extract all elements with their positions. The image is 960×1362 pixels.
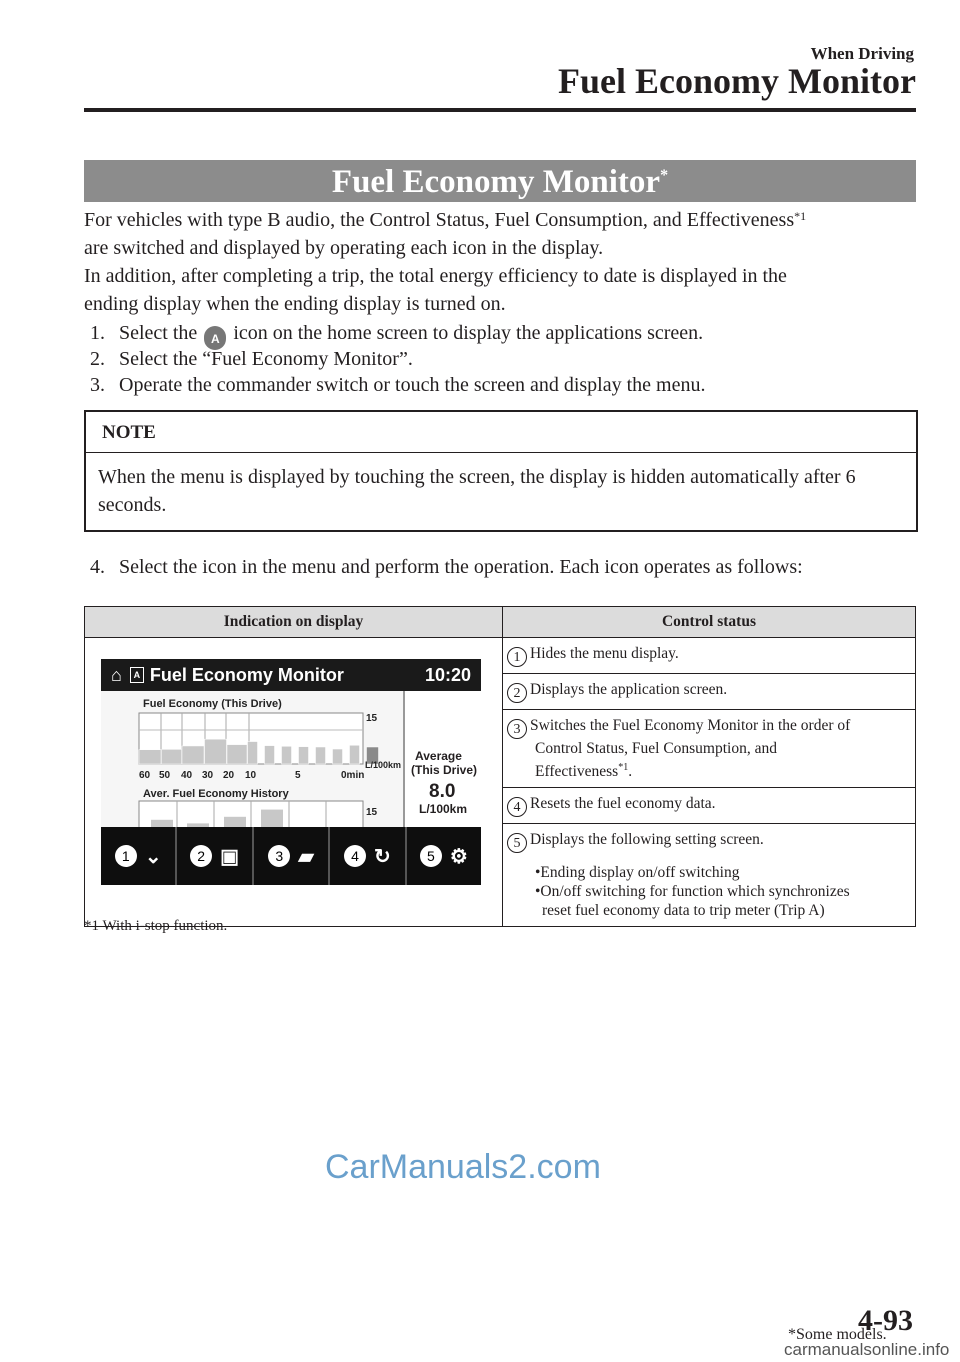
step-number: 3. <box>90 374 105 396</box>
step-4 <box>90 554 803 580</box>
some-models-note: *Some models. <box>788 1326 887 1343</box>
intro-text-2: are switched and displayed by operating each icon in the display. <box>84 237 604 259</box>
chart-bar <box>162 749 182 764</box>
history-bar <box>151 820 173 827</box>
note-box <box>84 410 918 532</box>
history-bar <box>261 810 283 827</box>
section-banner <box>84 160 916 202</box>
chart-bar <box>182 746 204 764</box>
intro-paragraph <box>84 206 916 318</box>
history-title: Aver. Fuel Economy History <box>143 788 289 800</box>
settings-button[interactable] <box>407 827 481 885</box>
table-row <box>503 788 916 824</box>
row-text: Hides the menu display. <box>530 645 679 662</box>
history-bar <box>224 817 246 827</box>
step-number: 2. <box>90 348 105 370</box>
step-3 <box>90 372 705 398</box>
applications-button[interactable] <box>177 827 253 885</box>
fuel-economy-chart <box>101 691 401 827</box>
banner-title: Fuel Economy Monitor <box>331 164 661 200</box>
chart-bar <box>265 746 275 764</box>
number-badge: 1 <box>507 647 527 667</box>
average-value: 8.0 <box>429 781 456 802</box>
fuel-monitor-screen <box>101 659 481 885</box>
step-number: 1. <box>90 322 105 344</box>
table-row <box>503 674 916 710</box>
intro-text-4: ending display when the ending display is turned on. <box>84 293 506 315</box>
intro-text-1: For vehicles with type B audio, the Control Status, Fuel Consumption, and Effectiveness <box>84 209 795 231</box>
watermark: CarManuals2.com <box>325 1148 601 1186</box>
step-text: Select the icon in the menu and perform the operation. Each icon operates as follows: <box>119 556 803 578</box>
table-row <box>503 824 916 927</box>
number-badge: 4 <box>507 797 527 817</box>
x-tick-label: 40 <box>181 770 193 781</box>
number-badge: 4 <box>344 845 366 867</box>
chevron-down-icon: ⌄ <box>144 845 162 868</box>
number-badge: 5 <box>507 833 527 853</box>
chart-area <box>101 691 401 827</box>
unit-label: L/100km <box>365 760 401 770</box>
number-badge: 3 <box>507 719 527 739</box>
step-text: icon on the home screen to display the applications screen. <box>233 322 704 344</box>
bullet-item: reset fuel economy data to trip meter (Trip A) <box>542 902 825 920</box>
home-icon: ⌂ <box>111 664 122 685</box>
row-text: . <box>628 763 633 781</box>
reset-button[interactable] <box>330 827 406 885</box>
applications-icon: A <box>204 326 226 350</box>
intro-text-3: In addition, after completing a trip, the total energy efficiency to date is displayed in the <box>84 265 787 287</box>
chart-bar <box>333 749 343 764</box>
average-label: Average <box>415 749 462 763</box>
step-2 <box>90 346 413 372</box>
step-text: Operate the commander switch or touch the screen and display the menu. <box>119 374 706 396</box>
switch-view-icon: ▰ <box>298 845 314 868</box>
number-badge: 5 <box>420 845 442 867</box>
chart-bar <box>139 750 161 764</box>
footnote-ref: *1 <box>794 209 807 223</box>
x-tick-label: 20 <box>223 770 235 781</box>
row-text: Displays the following setting screen. <box>530 831 764 849</box>
note-text: When the menu is displayed by touching the screen, the display is hidden automatically after 6 seconds. <box>98 466 856 516</box>
screen-title-bar <box>101 659 481 691</box>
step-text: Select the <box>119 322 198 344</box>
number-badge: 2 <box>190 845 212 867</box>
row-text: Resets the fuel economy data. <box>530 795 716 813</box>
step-number: 4. <box>90 556 105 578</box>
number-badge: 1 <box>115 845 137 867</box>
x-tick-label: 30 <box>202 770 214 781</box>
x-tick-label: 0min <box>341 770 365 781</box>
chart-bar <box>282 746 292 764</box>
row-text: Switches the Fuel Economy Monitor in the order of <box>530 717 851 734</box>
number-badge: 3 <box>268 845 290 867</box>
screen-menu-bar <box>101 827 481 885</box>
page-title: Fuel Economy Monitor <box>558 61 916 101</box>
chart-bar <box>227 745 247 764</box>
section-label: When Driving <box>810 44 914 63</box>
table-row <box>503 638 916 674</box>
x-tick-label: 5 <box>295 770 301 781</box>
column-header-status: Control status <box>503 607 916 638</box>
average-unit: L/100km <box>419 802 468 816</box>
row-text: Control Status, Fuel Consumption, and <box>535 740 777 757</box>
average-panel <box>403 691 483 827</box>
applications-icon: ▣ <box>220 845 240 868</box>
history-y-label: 15 <box>366 807 378 818</box>
column-header-indication: Indication on display <box>85 607 503 638</box>
bullet-item: •On/off switching for function which synchronizes <box>535 883 850 901</box>
chart-bar <box>299 747 309 764</box>
step-text: Select the “Fuel Economy Monitor”. <box>119 348 413 370</box>
average-sublabel: (This Drive) <box>411 763 478 777</box>
watermark: carmanualsonline.info <box>784 1340 950 1359</box>
x-tick-label: 50 <box>159 770 171 781</box>
chart-title: Fuel Economy (This Drive) <box>143 698 282 710</box>
chart-bar <box>205 739 227 764</box>
switch-view-button[interactable] <box>254 827 330 885</box>
row-text: Effectiveness <box>535 763 619 781</box>
table-row <box>503 710 916 788</box>
x-tick-label: 60 <box>139 770 151 781</box>
page-number: 4-93 <box>858 1304 913 1337</box>
clock: 10:20 <box>424 664 471 685</box>
screen-title: Fuel Economy Monitor <box>149 664 344 685</box>
bullet-item: •Ending display on/off switching <box>535 864 740 882</box>
header-rule <box>84 108 916 112</box>
y-max-label: 15 <box>366 713 378 724</box>
some-models-mark: * <box>660 167 669 184</box>
hide-menu-button[interactable] <box>101 827 177 885</box>
footnote: *1 With i-stop function. <box>84 918 228 934</box>
chart-bar <box>248 742 258 764</box>
refresh-icon: ↻ <box>374 845 391 868</box>
chart-bar <box>350 745 360 764</box>
row-text: Displays the application screen. <box>530 681 728 698</box>
x-tick-label: 10 <box>245 770 257 781</box>
chart-bar <box>316 747 326 764</box>
footnote-ref: *1 <box>618 762 629 773</box>
gear-icon: ⚙ <box>449 845 468 868</box>
app-icon: A <box>130 667 144 683</box>
number-badge: 2 <box>507 683 527 703</box>
note-heading: NOTE <box>86 412 916 453</box>
